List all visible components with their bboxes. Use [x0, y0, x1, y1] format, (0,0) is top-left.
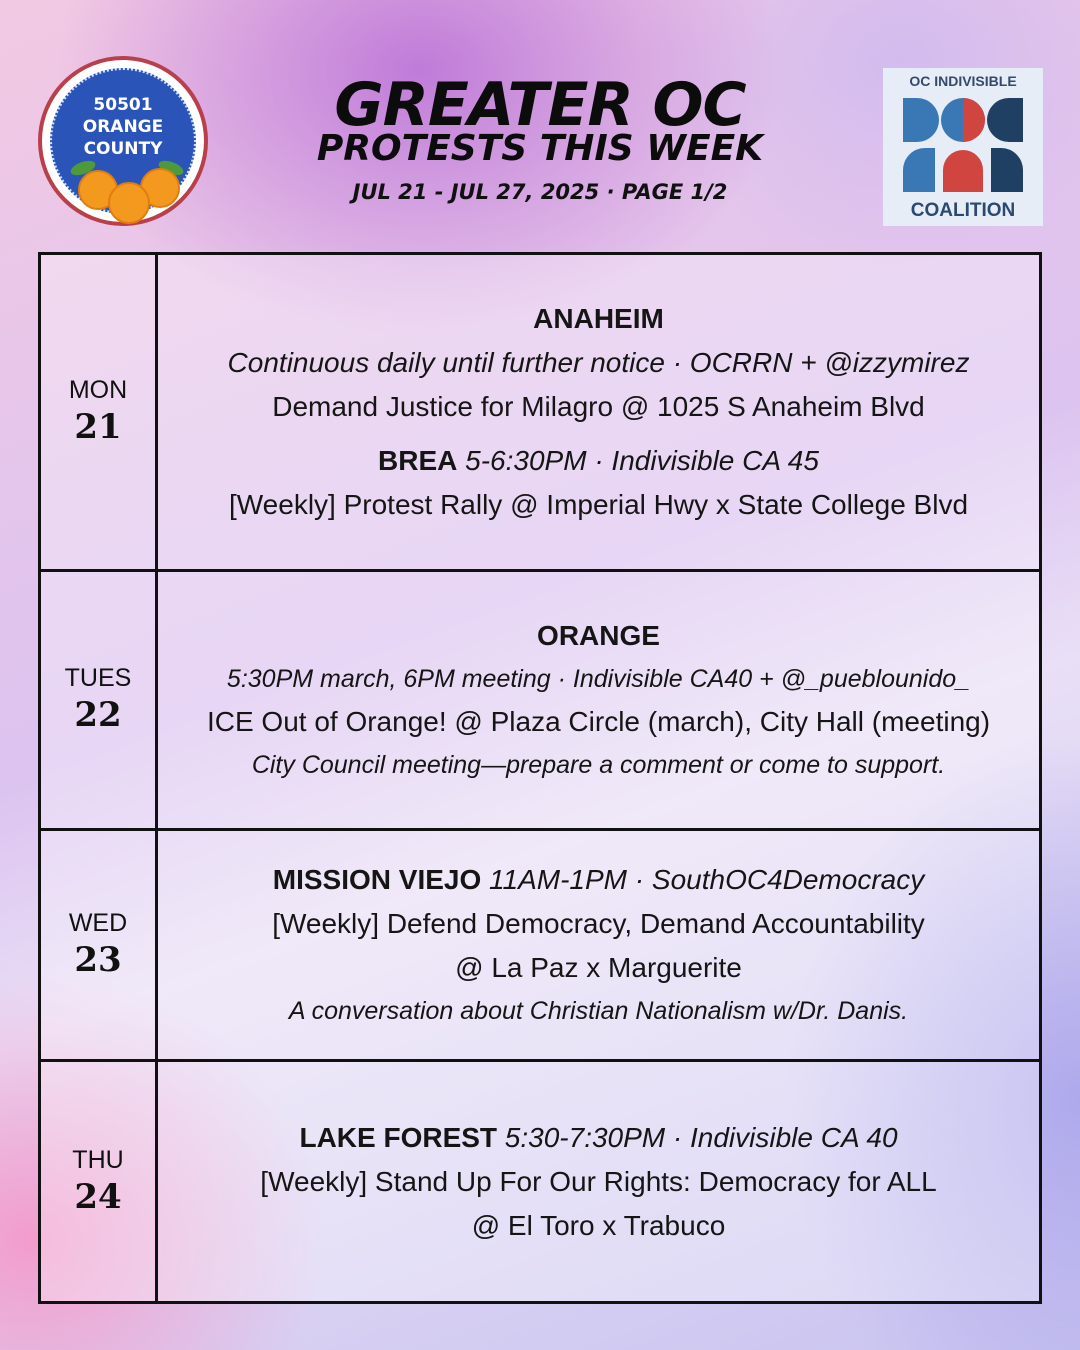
event-city: ANAHEIM	[533, 303, 664, 334]
day-name: TUES	[64, 664, 132, 692]
event-heading	[378, 439, 819, 483]
event-note: City Council meeting—prepare a comment or come to support.	[251, 751, 946, 779]
logo-line-3: COUNTY	[83, 139, 163, 159]
orange-fruit-icon	[108, 182, 150, 224]
50501-orange-county-logo	[38, 56, 208, 226]
table-row	[41, 255, 1039, 569]
event-meta: Continuous daily until further notice · OCRRN + @izzymirez	[227, 347, 970, 378]
day-number: 24	[74, 1177, 122, 1217]
day-name: WED	[68, 909, 128, 937]
event-location: @ El Toro x Trabuco	[471, 1210, 726, 1241]
event-note: A conversation about Christian Nationalism w/Dr. Danis.	[288, 997, 909, 1025]
day-cell	[41, 572, 158, 828]
day-number: 22	[74, 695, 122, 735]
logo-line-1: 50501	[93, 95, 153, 115]
coalition-logo-top-text: OC INDIVISIBLE	[909, 73, 1017, 89]
page-subtitle: PROTESTS THIS WEEK	[316, 128, 764, 169]
schedule-table	[38, 252, 1042, 1304]
event-description: ICE Out of Orange! @ Plaza Circle (march), City Hall (meeting)	[206, 706, 991, 737]
day-name: THU	[72, 1146, 124, 1174]
event-heading	[273, 858, 924, 902]
oc-indivisible-coalition-logo	[883, 68, 1043, 226]
coalition-logo-bottom-text: COALITION	[910, 200, 1016, 221]
events-cell	[158, 255, 1039, 569]
event-meta: 11AM-1PM · SouthOC4Democracy	[481, 864, 925, 895]
event-city: BREA	[378, 445, 458, 476]
table-row	[41, 1059, 1039, 1302]
events-cell	[158, 831, 1039, 1059]
day-number: 23	[74, 940, 122, 980]
day-cell	[41, 831, 158, 1059]
day-cell	[41, 1062, 158, 1302]
day-cell	[41, 255, 158, 569]
logo-line-2: ORANGE	[82, 117, 164, 137]
event-city: ORANGE	[537, 620, 660, 651]
seal-inner-circle	[50, 68, 196, 214]
day-name: MON	[68, 376, 128, 404]
day-number: 21	[74, 407, 122, 447]
event-description: [Weekly] Protest Rally @ Imperial Hwy x State College Blvd	[228, 489, 969, 520]
event-description: [Weekly] Stand Up For Our Rights: Democracy for ALL	[260, 1166, 937, 1197]
event-meta: 5:30PM march, 6PM meeting · Indivisible CA40 + @_pueblounido_	[226, 665, 971, 693]
table-row	[41, 569, 1039, 828]
table-row	[41, 828, 1039, 1059]
events-cell	[158, 1062, 1039, 1302]
event-meta: 5:30-7:30PM · Indivisible CA 40	[497, 1122, 898, 1153]
coalition-shapes-icon	[901, 96, 1025, 196]
event-city: LAKE FOREST	[299, 1122, 498, 1153]
event-description: Demand Justice for Milagro @ 1025 S Anaheim Blvd	[272, 391, 925, 422]
events-cell	[158, 572, 1039, 828]
date-range: JUL 21 - JUL 27, 2025 · PAGE 1/2	[352, 180, 728, 204]
event-description: [Weekly] Defend Democracy, Demand Accountability	[272, 908, 925, 939]
event-city: MISSION VIEJO	[272, 864, 482, 895]
event-meta: 5-6:30PM · Indivisible CA 45	[457, 445, 819, 476]
event-heading	[299, 1116, 897, 1160]
page-title: GREATER OC	[334, 70, 746, 140]
event-location: @ La Paz x Marguerite	[455, 952, 742, 983]
